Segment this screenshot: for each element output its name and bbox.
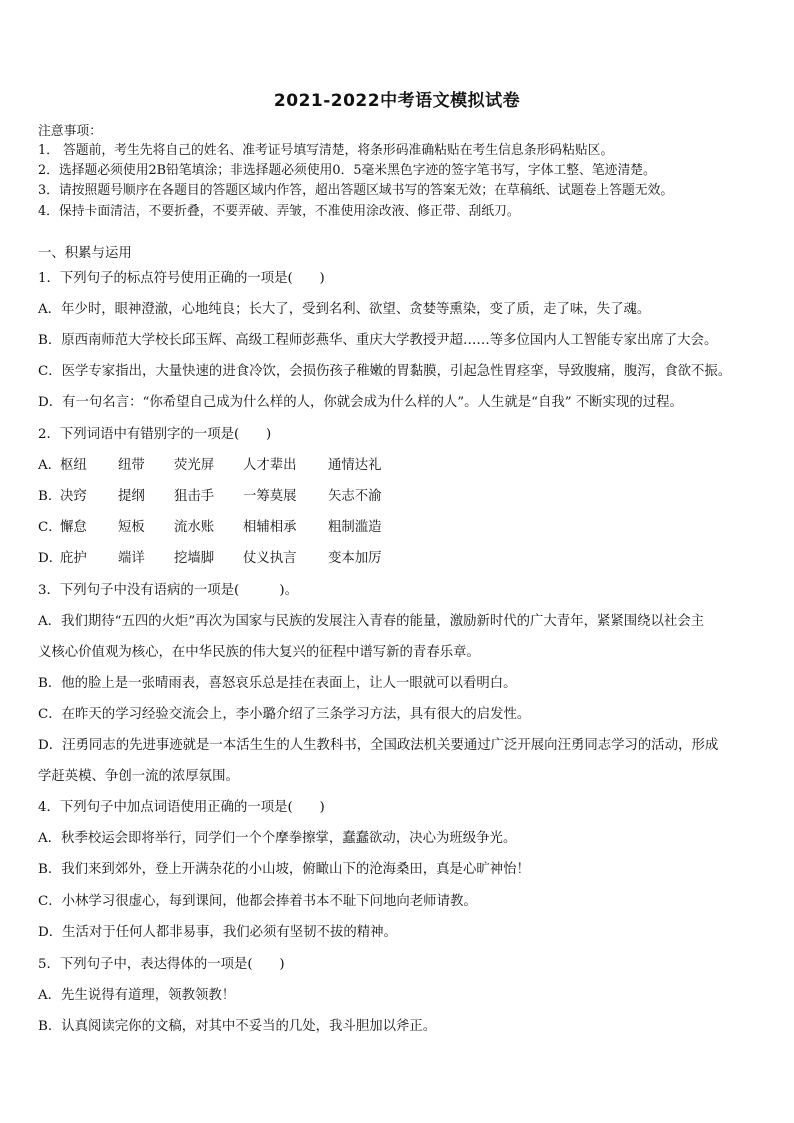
word: 流水账 [174,520,215,535]
q3-option-a-cont: 义核心价值观为核心，在中华民族的伟大复兴的征程中谱写新的青春乐章。 [38,645,480,660]
q5-option-a: A．先生说得有道理，领教领教！ [38,988,236,1003]
page-title: 2021-2022中考语文模拟试卷 [273,91,521,111]
word: 相辅相承 [243,520,297,535]
question-4-stem: 4．下列句子中加点词语使用正确的一项是( ) [38,800,325,815]
word: 决窍 [60,489,87,504]
notice-item: 1． 答题前，考生先将自己的姓名、准考证号填写清楚，将条形码准确粘贴在考生信息条形码粘贴区。 [38,143,614,158]
word: 仗义执言 [243,551,297,566]
notice-item: 2．选择题必须使用2B铅笔填涂；非选择题必须使用0．5毫米黑色字迹的签字笔书写，字体工整、笔迹清楚。 [38,163,656,178]
word: 枢纽 [60,458,87,473]
word: 荧光屏 [174,458,215,473]
word: 短板 [118,520,145,535]
word: 狙击手 [174,489,215,504]
option-label: D． [38,551,63,566]
q5-option-b: B．认真阅读完你的文稿，对其中不妥当的几处，我斗胆加以斧正。 [38,1019,437,1034]
notice-heading: 注意事项： [38,124,102,139]
question-1-stem: 1．下列句子的标点符号使用正确的一项是( ) [38,271,325,286]
option-label: C． [38,520,62,535]
notice-item: 4．保持卡面清洁，不要折叠，不要弄破、弄皱，不准使用涂改液、修正带、刮纸刀。 [38,204,520,219]
question-3-stem: 3．下列句子中没有语病的一项是( )。 [38,583,298,598]
option-label: A． [38,458,62,473]
q4-option-a: A．秋季校运会即将举行，同学们一个个摩拳擦掌，蠢蠢欲动，决心为班级争光。 [38,831,517,846]
q3-option-d-cont: 学赶英模、争创一流的浓厚氛围。 [38,769,239,784]
q4-option-c: C．小林学习很虚心，每到课间，他都会捧着书本不耻下问地向老师请教。 [38,894,477,909]
question-2-stem: 2．下列词语中有错别字的一项是( ) [38,427,272,442]
word: 粗制滥造 [328,520,382,535]
q3-option-a: A．我们期待“五四的火炬”再次为国家与民族的发展注入青春的能量，激励新时代的广大青年，紧紧围绕以社会主 [38,614,705,629]
word: 庇护 [60,551,87,566]
q1-option-a: A．年少时，眼神澄澈，心地纯良；长大了，受到名利、欲望、贪婪等熏染，变了质，走了味，失了魂。 [38,302,651,317]
section-heading: 一、积累与运用 [38,246,132,261]
q1-option-d: D．有一句名言：“你希望自己成为什么样的人，你就会成为什么样的人”。人生就是“自我” 不断实现的过程。 [38,395,683,410]
q3-option-b: B．他的脸上是一张晴雨表，喜怒哀乐总是挂在表面上，让人一眼就可以看明白。 [38,676,517,691]
q3-option-d: D．汪勇同志的先进事迹就是一本活生生的人生教科书，全国政法机关要通过广泛开展向汪勇同志学习的活动，形成 [38,738,719,753]
q4-option-b: B．我们来到郊外，登上开满杂花的小山坡，俯瞰山下的沧海桑田，真是心旷神怡！ [38,862,530,877]
word: 矢志不渝 [328,489,382,504]
word: 挖墙脚 [174,551,215,566]
q1-option-b: B．原西南师范大学校长邱玉辉、高级工程师彭燕华、重庆大学教授尹超……等多位国内人工智能专家出席了大会。 [38,333,718,348]
word: 一筹莫展 [243,489,297,504]
question-5-stem: 5．下列句子中，表达得体的一项是( ) [38,957,285,972]
notice-item: 3．请按照题号顺序在各题目的答题区域内作答，超出答题区域书写的答案无效；在草稿纸、试题卷上答题无效。 [38,183,674,198]
word: 提纲 [118,489,145,504]
word: 懈怠 [60,520,87,535]
option-label: B． [38,489,62,504]
q1-option-c: C．医学专家指出，大量快速的进食冷饮，会损伤孩子稚嫩的胃黏膜，引起急性胃痉挛，导致腹痛，腹泻，食欲不振。 [38,364,732,379]
q3-option-c: C．在昨天的学习经验交流会上，李小璐介绍了三条学习方法，具有很大的启发性。 [38,707,531,722]
word: 通情达礼 [328,458,382,473]
q4-option-d: D．生活对于任何人都非易事，我们必须有坚韧不拔的精神。 [38,925,397,940]
word: 纽带 [118,458,145,473]
word: 变本加厉 [328,551,382,566]
word: 人才辈出 [243,458,297,473]
word: 端详 [118,551,145,566]
